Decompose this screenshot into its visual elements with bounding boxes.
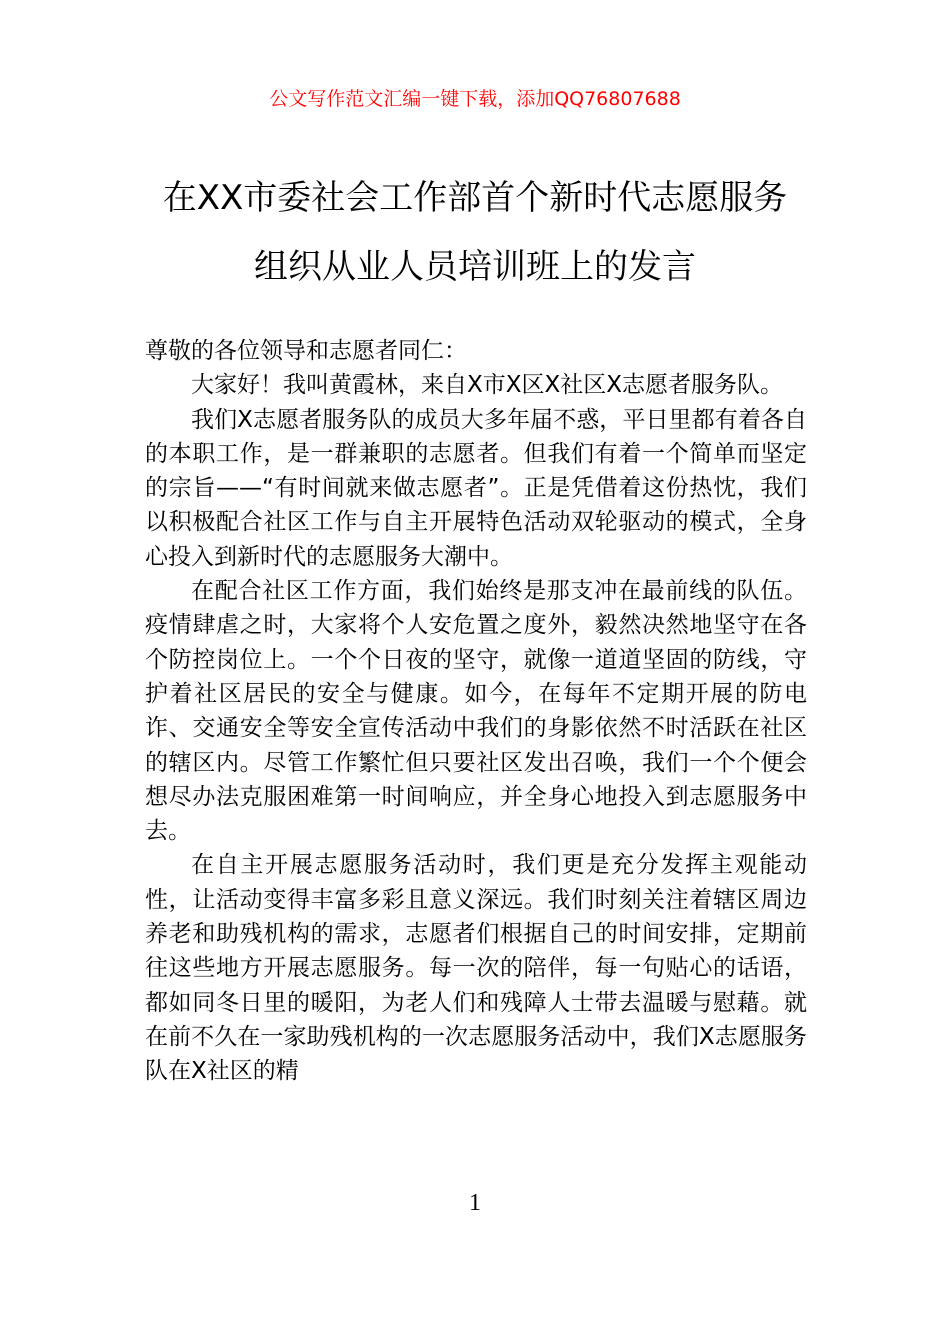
header-download-note: 公文写作范文汇编一键下载，添加QQ76807688 (269, 88, 681, 110)
paragraph-3: 在配合社区工作方面，我们始终是那支冲在最前线的队伍。疫情肆虐之时，大家将个人安危置之度外，毅然决然地坚守在各个防控岗位上。一个个日夜的坚守，就像一道道坚固的防线，守护着社区居民的安全与健康。如今，在每年不定期开展的防电诈、交通安全等安全宣传活动中我们的身影依然不时活跃在社区的辖区内。尽管工作繁忙但只要社区发出召唤，我们一个个便会想尽办法克服困难第一时间响应，并全身心地投入到志愿服务中去。 (145, 578, 807, 845)
document-body (145, 334, 807, 1089)
document-title-line-1: 在XX市委社会工作部首个新时代志愿服务 (162, 178, 788, 218)
paragraph-2: 我们X志愿者服务队的成员大多年届不惑，平日里都有着各自的本职工作，是一群兼职的志愿者。但我们有着一个简单而坚定的宗旨——“有时间就来做志愿者”。正是凭借着这份热忱，我们以积极配合社区工作与自主开展特色活动双轮驱动的模式，全身心投入到新时代的志愿服务大潮中。 (145, 406, 807, 570)
document-title-line-2: 组织从业人员培训班上的发言 (254, 247, 696, 287)
paragraph-1: 大家好！我叫黄霞林，来自X市X区X社区X志愿者服务队。 (191, 372, 784, 399)
paragraph-4: 在自主开展志愿服务活动时，我们更是充分发挥主观能动性，让活动变得丰富多彩且意义深远。我们时刻关注着辖区周边养老和助残机构的需求，志愿者们根据自己的时间安排，定期前往这些地方开展志愿服务。每一次的陪伴，每一句贴心的话语，都如同冬日里的暖阳，为老人们和残障人士带去温暖与慰藉。就在前不久在一家助残机构的一次志愿服务活动中，我们X志愿服务队在X社区的精 (145, 852, 807, 1085)
page-number: 1 (469, 1190, 481, 1216)
salutation: 尊敬的各位领导和志愿者同仁： (145, 338, 467, 364)
